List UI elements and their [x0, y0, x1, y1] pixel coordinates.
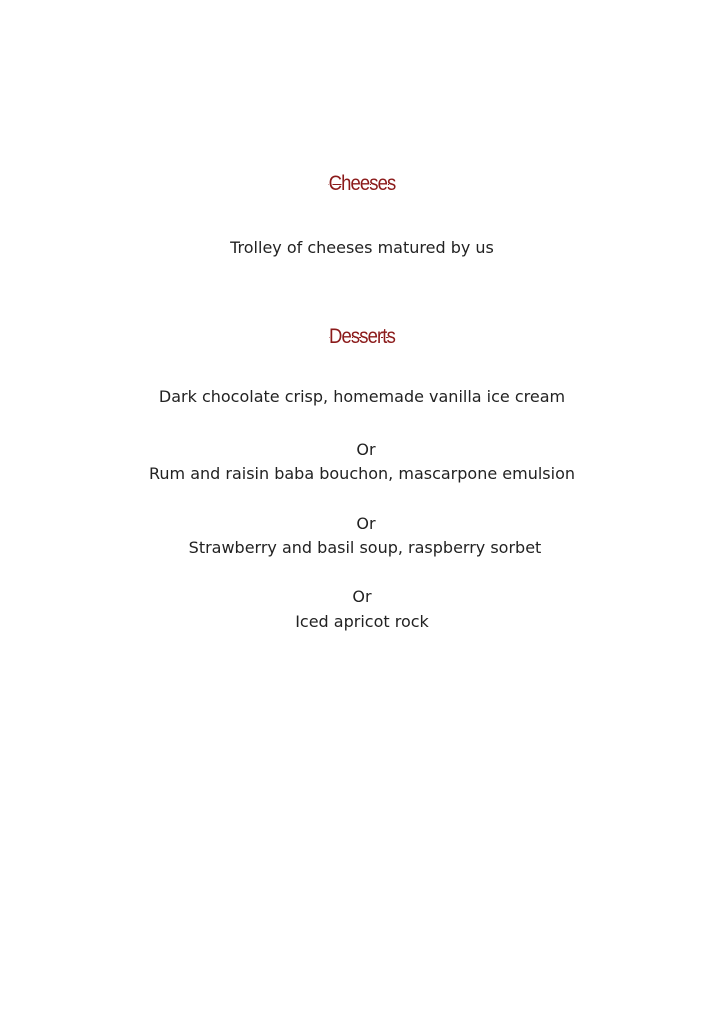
- or-separator-2: Or: [356, 514, 376, 533]
- or-separator-1: Or: [356, 440, 376, 459]
- desserts-heading: [43, 325, 680, 349]
- dessert-item-4: Iced apricot rock: [295, 612, 429, 631]
- cheese-item: Trolley of cheeses matured by us: [230, 238, 494, 257]
- dessert-item-2: Rum and raisin baba bouchon, mascarpone emulsion: [148, 464, 575, 483]
- cheeses-heading: [43, 172, 680, 196]
- dessert-item-1: Dark chocolate crisp, homemade vanilla ice cream: [158, 387, 566, 406]
- or-separator-3: Or: [352, 587, 372, 606]
- dessert-item-3: Strawberry and basil soup, raspberry sorbet: [188, 538, 542, 557]
- desserts-title: Desserts: [329, 325, 395, 348]
- cheeses-title: Cheeses: [328, 172, 396, 195]
